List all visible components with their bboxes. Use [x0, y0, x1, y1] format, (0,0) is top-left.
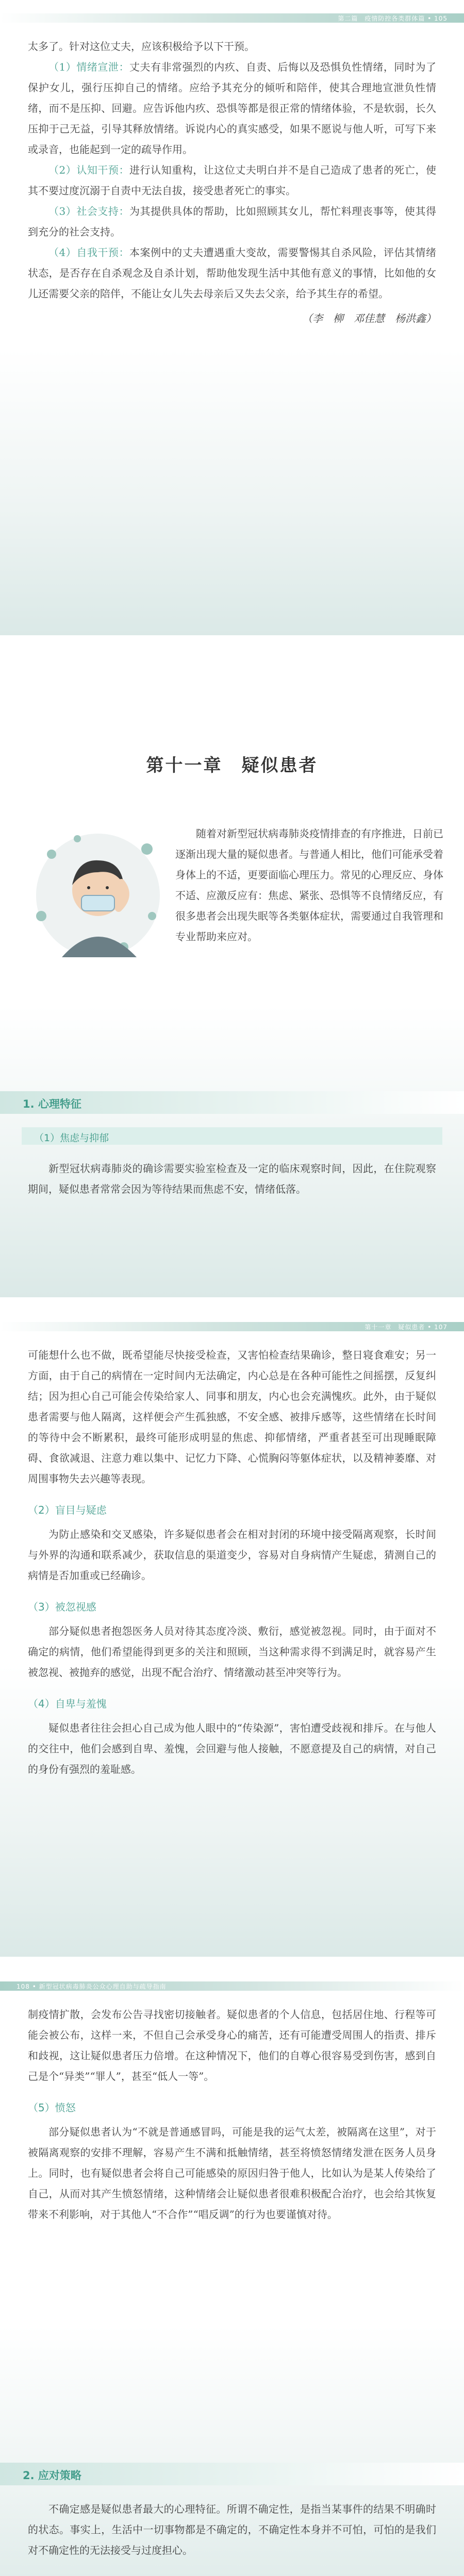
paragraph: 新型冠状病毒肺炎的确诊需要实验室检查及一定的临床观察时间，因此，在住院观察期间，疑似患者常常会因为等待结果而焦虑不安，情绪低落。 — [28, 1162, 436, 1195]
subsection-heading: （3）被忽视感 — [28, 1601, 96, 1613]
header-text: 第二篇 疫情防控各类群体篇 • 105 — [338, 15, 448, 22]
paragraph: 部分疑似患者认为“不就是普通感冒吗，可能是我的运气太差，被隔离在这里”，对于被隔离观察的安排不理解，容易产生不满和抵触情绪，甚至将愤怒情绪发泄在医务人员身上。同时，也有疑似患者会将自己可能感染的原因归咎于他人，比如认为是某人传染给了自己，从而对其产生愤怒情绪，这种情绪会让疑似患者很难积极配合治疗，也会给其恢复带来不利影响，对于其他人“不合作”“唱反调”的行为也要谨慎对待。 — [28, 2126, 436, 2221]
item-text: 为其提供具体的帮助，比如照顾其女儿，帮忙料理丧事等，使其得到充分的社会支持。 — [28, 205, 436, 238]
item-text: 进行认知重构，让这位丈夫明白并不是自己造成了患者的死亡，使其不要过度沉溺于自责中无法自拔，接受患者死亡的事实。 — [28, 164, 436, 197]
body-text — [0, 36, 464, 329]
section-heading: 1. 心理特征 — [23, 1098, 81, 1110]
header-text: 108 • 新型冠状病毒肺炎公众心理自助与疏导指南 — [16, 1983, 167, 1990]
author-signature: （李 柳 邓佳慧 杨洪鑫） — [302, 312, 436, 325]
paragraph: 不确定感是疑似患者最大的心理特征。所谓不确定性，是指当某事件的结果不明确时的状态。事实上，生活中一切事物都是不确定的，不确定性本身并不可怕，可怕的是我们对不确定性的无法接受与过度担心。 — [28, 2503, 436, 2556]
header-text: 第十一章 疑似患者 • 107 — [364, 1324, 448, 1331]
section-heading-bar — [0, 2463, 464, 2485]
subsection-heading: （4）自卑与羞愧 — [28, 1698, 107, 1710]
page-2 — [0, 648, 464, 1297]
paragraph: 随着对新型冠状病毒肺炎疫情排查的有序推进，日前已逐渐出现大量的疑似患者。与普通人相比，他们可能承受着身体上的不适，更要面临心理压力。常见的心理反应、身体不适、应激反应有：焦虑、紧张、恐惧等不良情绪反应，有很多患者会出现失眠等各类躯体症状，需要通过自我管理和专业帮助来应对。 — [175, 827, 443, 943]
item-text: 本案例中的丈夫遭遇重大变故，需要警惕其自杀风险，评估其情绪状态，是否存在自杀观念及自杀计划，帮助他发现生活中其他有意义的事情，比如他的女儿还需要父亲的陪伴，不能让女儿失去母亲后又失去父亲，给予其生存的希望。 — [28, 246, 436, 300]
section-heading: 2. 应对策略 — [23, 2469, 81, 2482]
page-3 — [0, 1309, 464, 1957]
paragraph: 为防止感染和交叉感染，许多疑似患者会在相对封闭的环境中接受隔离观察，长时间与外界的沟通和联系减少，获取信息的渠道变少，容易对自身病情产生疑虑，猜测自己的病情是否加重或已经确诊。 — [28, 1528, 436, 1582]
paragraph — [0, 57, 464, 160]
running-header — [0, 1322, 464, 1331]
subsection-heading-bar — [22, 1127, 442, 1145]
item-title: （2）认知干预： — [48, 164, 130, 176]
item-title: （4）自我干预： — [48, 246, 130, 259]
running-header — [0, 13, 464, 23]
paragraph: 制疫情扩散，会发布公告寻找密切接触者。疑似患者的个人信息，包括居住地、行程等可能会被公布，这样一来，不但自己会承受身心的痛苦，还有可能遭受周围人的指责、排斥和歧视，这让疑似患者压力倍增。在这种情况下，他们的自尊心很容易受到伤害，感到自己是个“异类”“罪人”，甚至“低人一等”。 — [28, 2008, 436, 2082]
body-text — [0, 1158, 464, 1199]
paragraph: 疑似患者往往会担心自己成为他人眼中的“传染源”，害怕遭受歧视和排斥。在与他人的交往中，他们会感到自卑、羞愧，会回避与他人接触，不愿意提及自己的病情，对自己的身份有强烈的羞耻感。 — [28, 1722, 436, 1775]
item-text: 丈夫有非常强烈的内疚、自责、后悔以及恐惧负性情绪，同时为了保护女儿，强行压抑自己的情绪。应给予其充分的倾听和陪伴，使其合理地宣泄负性情绪，而不是压抑、回避。应告诉他内疚、恐惧等都是很正常的情绪体验，不是软弱，长久压抑于己无益，引导其释放情绪。诉说内心的真实感受，如果不愿说与他人听，可写下来或录音，也能起到一定的疏导作用。 — [28, 61, 436, 156]
chapter-intro — [175, 823, 443, 947]
page-1 — [0, 0, 464, 635]
paragraph — [0, 201, 464, 242]
patient-illustration — [21, 818, 175, 973]
paragraph: 可能想什么也不做，既希望能尽快接受检查，又害怕检查结果确诊，整日寝食难安；另一方面，由于自己的病情在一定时间内无法确定，内心总是在各种可能性之间摇摆，反复纠结；因为担心自己可能会传染给家人、同事和朋友，内心也会充满愧疚。此外，由于疑似患者需要与他人隔离，这样便会产生孤独感，不安全感、被排斥感等，这些情绪在长时间的等待中会不断累积，最终可能形成明显的焦虑、抑郁情绪，严重者甚至可出现睡眠障碍、食欲减退、注意力难以集中、记忆力下降、心慌胸闷等躯体症状，以及精神萎靡、对周围事物失去兴趣等表现。 — [28, 1349, 436, 1485]
chapter-title: 第十一章 疑似患者 — [146, 755, 318, 776]
body-text — [0, 2499, 464, 2561]
paragraph: 太多了。针对这位丈夫，应该积极给予以下干预。 — [28, 40, 255, 53]
section-heading-bar — [0, 1091, 464, 1114]
page-4 — [0, 1968, 464, 2576]
item-title: （1）情绪宣泄： — [48, 61, 130, 73]
subsection-heading: （5）愤怒 — [28, 2102, 76, 2114]
paragraph — [0, 242, 464, 304]
paragraph: 部分疑似患者抱怨医务人员对待其态度冷淡、敷衍，感觉被忽视。同时，由于面对不确定的病情，他们希望能得到更多的关注和照顾，当这种需求得不到满足时，就容易产生被忽视、被抛弃的感觉，出现不配合治疗、情绪激动甚至冲突等行为。 — [28, 1625, 436, 1679]
body-text — [0, 2004, 464, 2225]
subsection-heading: （2）盲目与疑虑 — [28, 1504, 107, 1516]
paragraph — [0, 160, 464, 201]
item-title: （3）社会支持： — [48, 205, 130, 217]
subsection-heading: （1）焦虑与抑郁 — [34, 1132, 109, 1144]
running-header — [0, 1981, 464, 1991]
body-text — [0, 1345, 464, 1780]
